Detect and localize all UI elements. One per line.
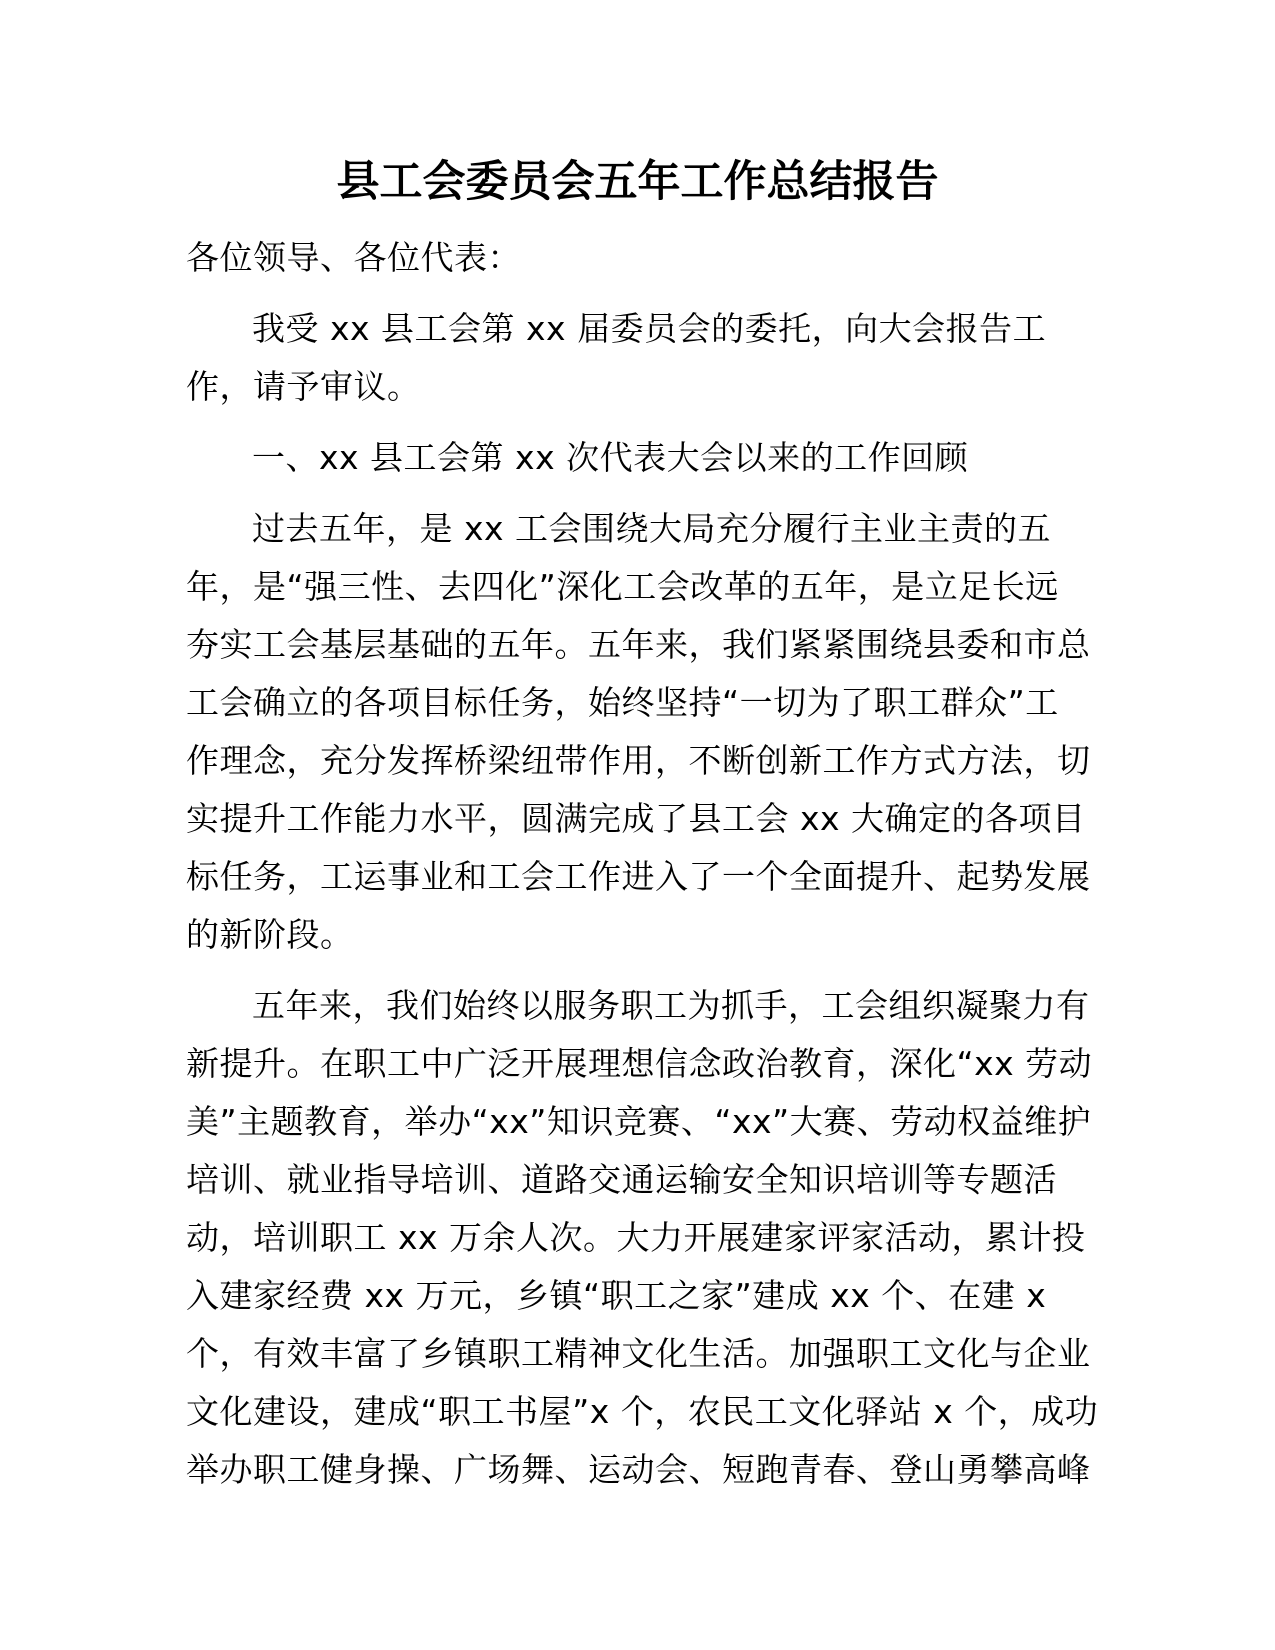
text-line: 标任务，工运事业和工会工作进入了一个全面提升、起势发展 bbox=[186, 857, 1091, 896]
section-heading bbox=[186, 429, 1089, 487]
text-line: 美”主题教育，举办“xx”知识竞赛、“xx”大赛、劳动权益维护 bbox=[186, 1102, 1092, 1141]
text-line: 作，请予审议。 bbox=[186, 367, 421, 406]
text-line: 举办职工健身操、广场舞、运动会、短跑青春、登山勇攀高峰 bbox=[186, 1450, 1091, 1489]
paragraph bbox=[186, 229, 1089, 287]
paragraph bbox=[186, 300, 1089, 416]
document-title: 县工会委员会五年工作总结报告 bbox=[336, 157, 939, 207]
text-line: 入建家经费 xx 万元，乡镇“职工之家”建成 xx 个、在建 x bbox=[186, 1276, 1047, 1315]
text-line: 新提升。在职工中广泛开展理想信念政治教育，深化“xx 劳动 bbox=[186, 1044, 1093, 1083]
text-line: 过去五年，是 xx 工会围绕大局充分履行主业主责的五 bbox=[252, 509, 1052, 548]
text-line: 夯实工会基层基础的五年。五年来，我们紧紧围绕县委和市总 bbox=[186, 625, 1091, 664]
text-line: 作理念，充分发挥桥梁纽带作用，不断创新工作方式方法，切 bbox=[186, 741, 1091, 780]
text-line: 的新阶段。 bbox=[186, 915, 354, 954]
document-body bbox=[186, 229, 1099, 1499]
text-line: 五年来，我们始终以服务职工为抓手，工会组织凝聚力有 bbox=[252, 986, 1090, 1025]
paragraph bbox=[186, 977, 1099, 1499]
text-line: 各位领导、各位代表： bbox=[186, 238, 521, 277]
text-line: 文化建设，建成“职工书屋”x 个，农民工文化驿站 x 个，成功 bbox=[186, 1392, 1099, 1431]
text-line: 我受 xx 县工会第 xx 届委员会的委托，向大会报告工 bbox=[252, 309, 1047, 348]
text-line: 培训、就业指导培训、道路交通运输安全知识培训等专题活 bbox=[186, 1160, 1057, 1199]
text-line: 实提升工作能力水平，圆满完成了县工会 xx 大确定的各项目 bbox=[186, 799, 1086, 838]
paragraph bbox=[186, 500, 1089, 964]
text-line: 年，是“强三性、去四化”深化工会改革的五年，是立足长远 bbox=[186, 567, 1059, 606]
text-line: 个，有效丰富了乡镇职工精神文化生活。加强职工文化与企业 bbox=[186, 1334, 1091, 1373]
text-line: 一、xx 县工会第 xx 次代表大会以来的工作回顾 bbox=[252, 438, 969, 477]
text-line: 动，培训职工 xx 万余人次。大力开展建家评家活动，累计投 bbox=[186, 1218, 1086, 1257]
text-line: 工会确立的各项目标任务，始终坚持“一切为了职工群众”工 bbox=[186, 683, 1059, 722]
